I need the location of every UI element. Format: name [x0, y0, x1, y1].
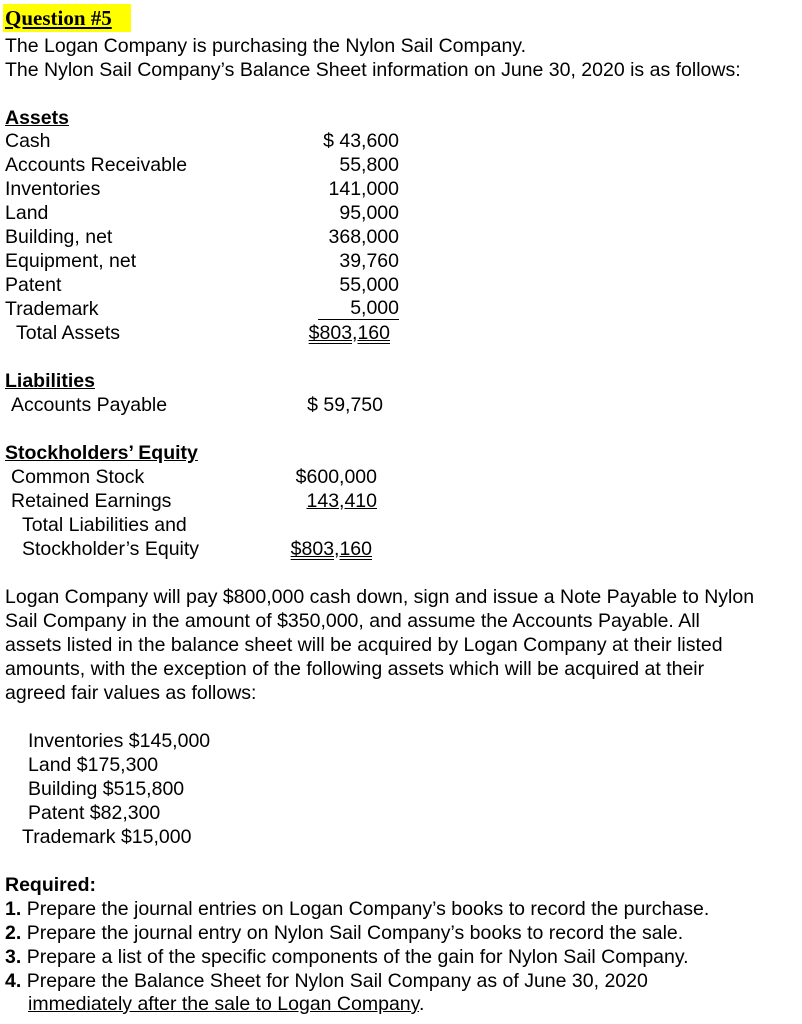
paragraph-line: agreed fair values as follows: — [5, 682, 257, 704]
asset-amount: 39,760 — [339, 250, 399, 272]
total-assets-amount: $803,160 — [308, 322, 390, 344]
intro-line-2: The Nylon Sail Company’s Balance Sheet information on June 30, 2020 is as follows: — [5, 59, 741, 81]
required-item-4-continued-text: immediately after the sale to Logan Company — [28, 993, 419, 1015]
equity-amount: 143,410 — [306, 490, 377, 512]
total-liab-equity-amount: $803,160 — [290, 538, 372, 560]
required-item-1 — [5, 898, 709, 921]
required-item-4 — [5, 970, 648, 993]
equity-header: Stockholders’ Equity — [5, 442, 198, 464]
equity-label: Retained Earnings — [11, 490, 172, 512]
asset-label: Patent — [5, 274, 62, 296]
asset-label: Cash — [5, 130, 51, 152]
required-item-number: 1. — [5, 898, 22, 920]
paragraph-line: amounts, with the exception of the following assets which will be acquired at their — [5, 658, 705, 680]
required-item-number: 4. — [5, 970, 22, 992]
required-item-text: Prepare the journal entry on Nylon Sail Company’s books to record the sale. — [26, 922, 684, 944]
total-assets-label: Total Assets — [16, 322, 121, 344]
liabilities-header: Liabilities — [5, 370, 95, 392]
required-item-number: 2. — [5, 922, 22, 944]
required-item-number: 3. — [5, 946, 22, 968]
question-title: Question #5 — [3, 4, 131, 32]
asset-label: Accounts Receivable — [5, 154, 188, 176]
asset-amount: 55,800 — [339, 154, 399, 176]
required-item-text: Prepare the Balance Sheet for Nylon Sail Company as of June 30, 2020 — [26, 970, 648, 992]
asset-label: Trademark — [5, 298, 99, 320]
asset-amount: 55,000 — [339, 274, 399, 296]
total-liab-equity-label-1: Total Liabilities and — [22, 514, 187, 536]
fair-value-item: Inventories $145,000 — [28, 730, 211, 752]
asset-amount: 141,000 — [328, 178, 399, 200]
asset-amount: 5,000 — [318, 298, 399, 320]
liability-label: Accounts Payable — [11, 394, 168, 416]
fair-value-item: Trademark $15,000 — [22, 826, 192, 848]
equity-label: Common Stock — [11, 466, 145, 488]
asset-amount: 95,000 — [339, 202, 399, 224]
intro-line-1: The Logan Company is purchasing the Nylon Sail Company. — [5, 35, 527, 57]
required-item-text: Prepare the journal entries on Logan Company’s books to record the purchase. — [26, 898, 710, 920]
fair-value-item: Building $515,800 — [28, 778, 185, 800]
equity-amount: $600,000 — [295, 466, 377, 488]
fair-value-item: Land $175,300 — [28, 754, 159, 776]
paragraph-line: Sail Company in the amount of $350,000, and assume the Accounts Payable. All — [5, 610, 700, 632]
required-item-2 — [5, 922, 683, 945]
required-header: Required: — [5, 874, 97, 896]
paragraph-line: Logan Company will pay $800,000 cash down, sign and issue a Note Payable to Nylon — [5, 586, 755, 608]
fair-value-item: Patent $82,300 — [28, 802, 161, 824]
asset-amount: $ 43,600 — [323, 130, 399, 152]
asset-label: Equipment, net — [5, 250, 137, 272]
required-item-4-continued: immediately after the sale to Logan Company. — [28, 993, 425, 1015]
asset-amount: 368,000 — [328, 226, 399, 248]
asset-label: Building, net — [5, 226, 113, 248]
total-liab-equity-label-2: Stockholder’s Equity — [22, 538, 200, 560]
required-item-text: Prepare a list of the specific components of the gain for Nylon Sail Company. — [26, 946, 689, 968]
paragraph-line: assets listed in the balance sheet will be acquired by Logan Company at their listed — [5, 634, 723, 656]
asset-label: Land — [5, 202, 49, 224]
required-item-3 — [5, 946, 689, 969]
liability-amount: $ 59,750 — [307, 394, 383, 416]
asset-label: Inventories — [5, 178, 101, 200]
assets-header: Assets — [5, 107, 69, 129]
